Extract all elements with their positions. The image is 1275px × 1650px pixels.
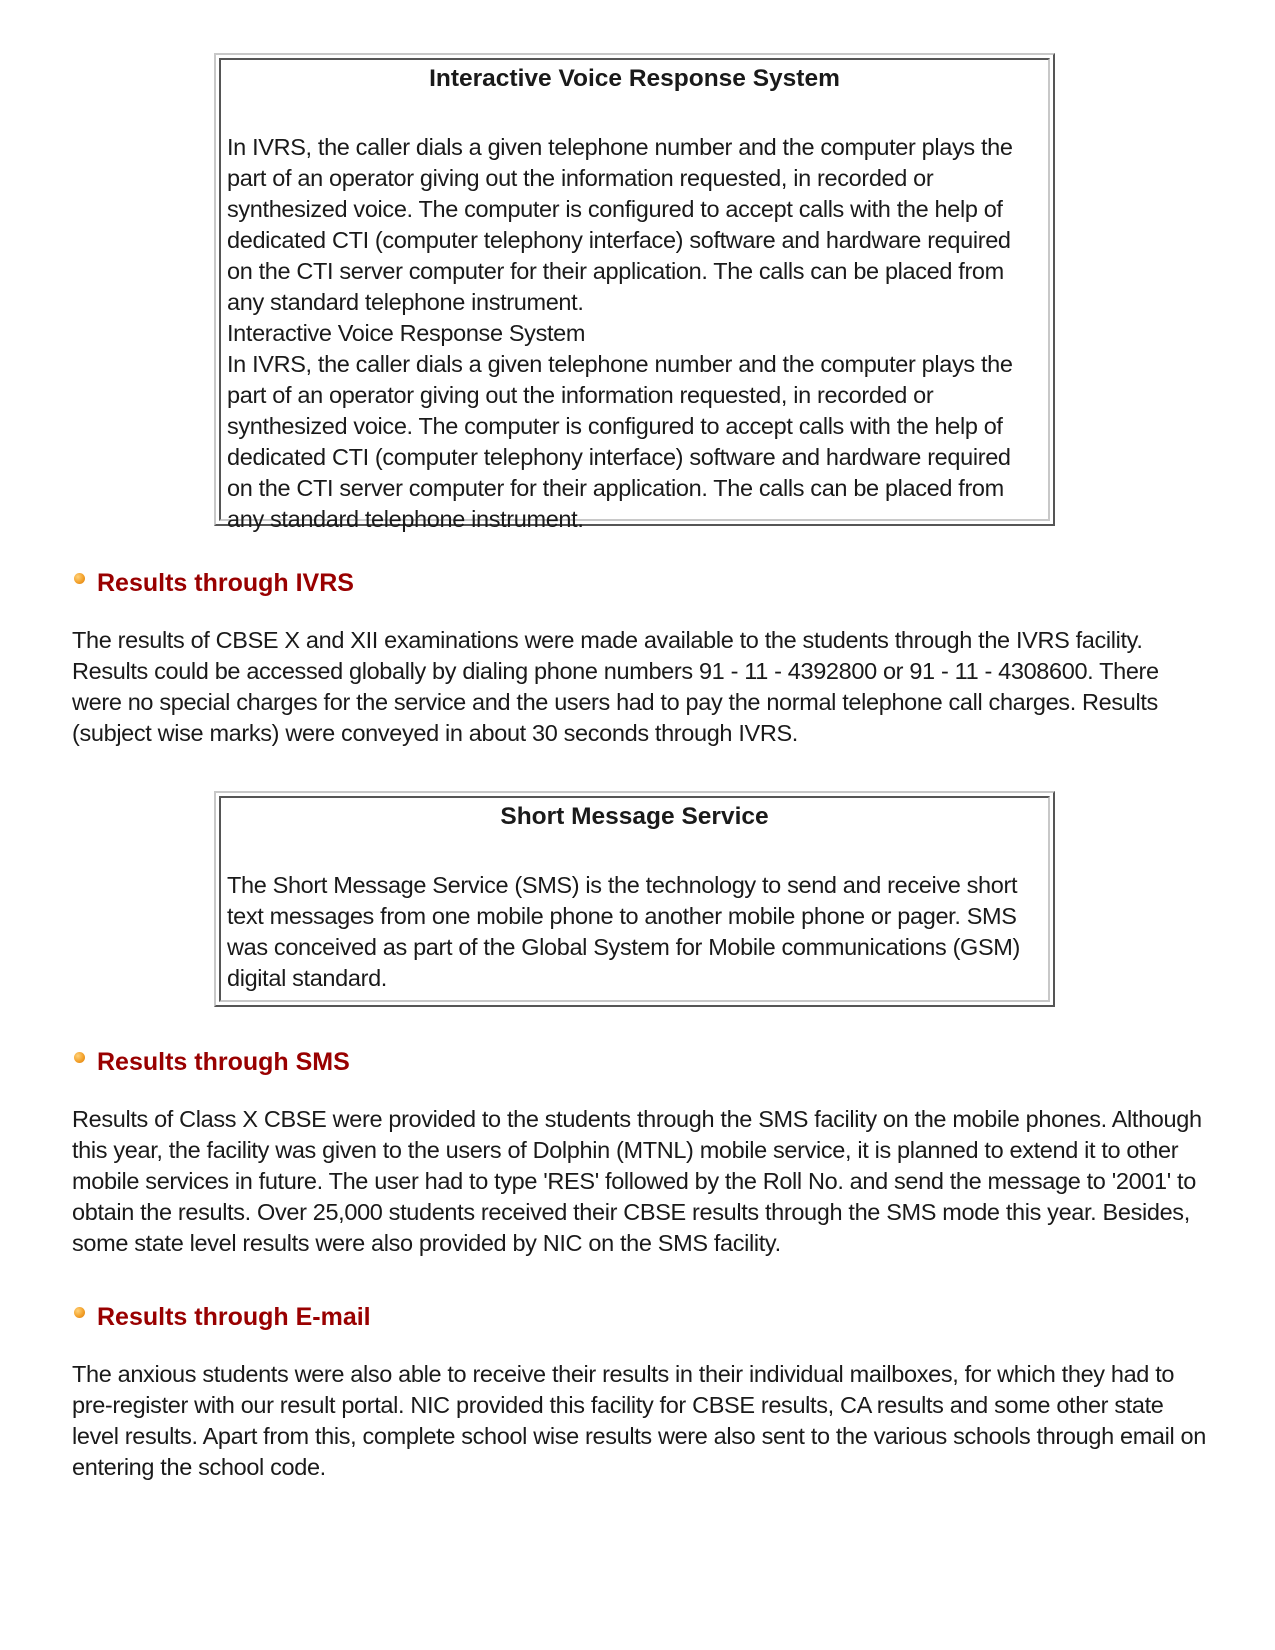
- sms-box-body: [227, 870, 1042, 994]
- ivrs-box-body: [227, 132, 1042, 535]
- section-heading-email-text: Results through E-mail: [97, 1303, 371, 1331]
- ivrs-definition-box-inner: [219, 58, 1050, 532]
- section-heading-ivrs-text: Results through IVRS: [97, 569, 354, 597]
- ivrs-box-paragraph-1: In IVRS, the caller dials a given telephone number and the computer plays the part of an operator giving out the information requested, in recorded or synthesized voice. The computer is configured to accept calls with the help of dedicated CTI (computer telephony interface) software and hardware required on the CTI server computer for their application. The calls can be placed from any standard telephone instrument.: [227, 134, 1013, 315]
- ivrs-definition-box: [214, 53, 1055, 532]
- section-text-ivrs: The results of CBSE X and XII examinations were made available to the students through the IVRS facility. Results could be accessed globally by dialing phone numbers 91 - 11 - 4392800 or 91 - 11 - 4308600. There were no special charges for the service and the users had to pay the normal telephone call charges. Results (subject wise marks) were conveyed in about 30 seconds through IVRS.: [72, 627, 1159, 746]
- section-heading-sms: [74, 1047, 350, 1077]
- section-heading-sms-text: Results through SMS: [97, 1048, 350, 1076]
- ivrs-box-title: Interactive Voice Response System: [429, 65, 840, 92]
- sms-box-title: Short Message Service: [500, 803, 769, 830]
- sms-box-paragraph: The Short Message Service (SMS) is the technology to send and receive short text messages from one mobile phone to another mobile phone or pager. SMS was conceived as part of the Global System for Mobile communications (GSM) digital standard.: [227, 872, 1021, 991]
- ivrs-box-repeat-title: Interactive Voice Response System: [227, 320, 586, 346]
- orange-bullet-icon: [74, 1052, 85, 1063]
- section-text-email: The anxious students were also able to receive their results in their individual mailboxes, for which they had to pre-register with our result portal. NIC provided this facility for CBSE results, CA results and some other state level results. Apart from this, complete school wise results were also sent to the various schools through email on entering the school code.: [72, 1361, 1206, 1480]
- section-text-sms: Results of Class X CBSE were provided to the students through the SMS facility on the mobile phones. Although this year, the facility was given to the users of Dolphin (MTNL) mobile service, it is planned to extend it to other mobile services in future. The user had to type 'RES' followed by the Roll No. and send the message to '2001' to obtain the results. Over 25,000 students received their CBSE results through the SMS mode this year. Besides, some state level results were also provided by NIC on the SMS facility.: [72, 1106, 1202, 1256]
- orange-bullet-icon: [74, 573, 85, 584]
- orange-bullet-icon: [74, 1307, 85, 1318]
- section-heading-email: [74, 1302, 371, 1332]
- section-heading-ivrs: [74, 568, 354, 598]
- ivrs-box-paragraph-2: In IVRS, the caller dials a given telephone number and the computer plays the part of an operator giving out the information requested, in recorded or synthesized voice. The computer is configured to accept calls with the help of dedicated CTI (computer telephony interface) software and hardware required on the CTI server computer for their application. The calls can be placed from any standard telephone instrument.: [227, 351, 1013, 532]
- sms-definition-box-inner: [219, 796, 1050, 1002]
- sms-definition-box: [214, 791, 1055, 1007]
